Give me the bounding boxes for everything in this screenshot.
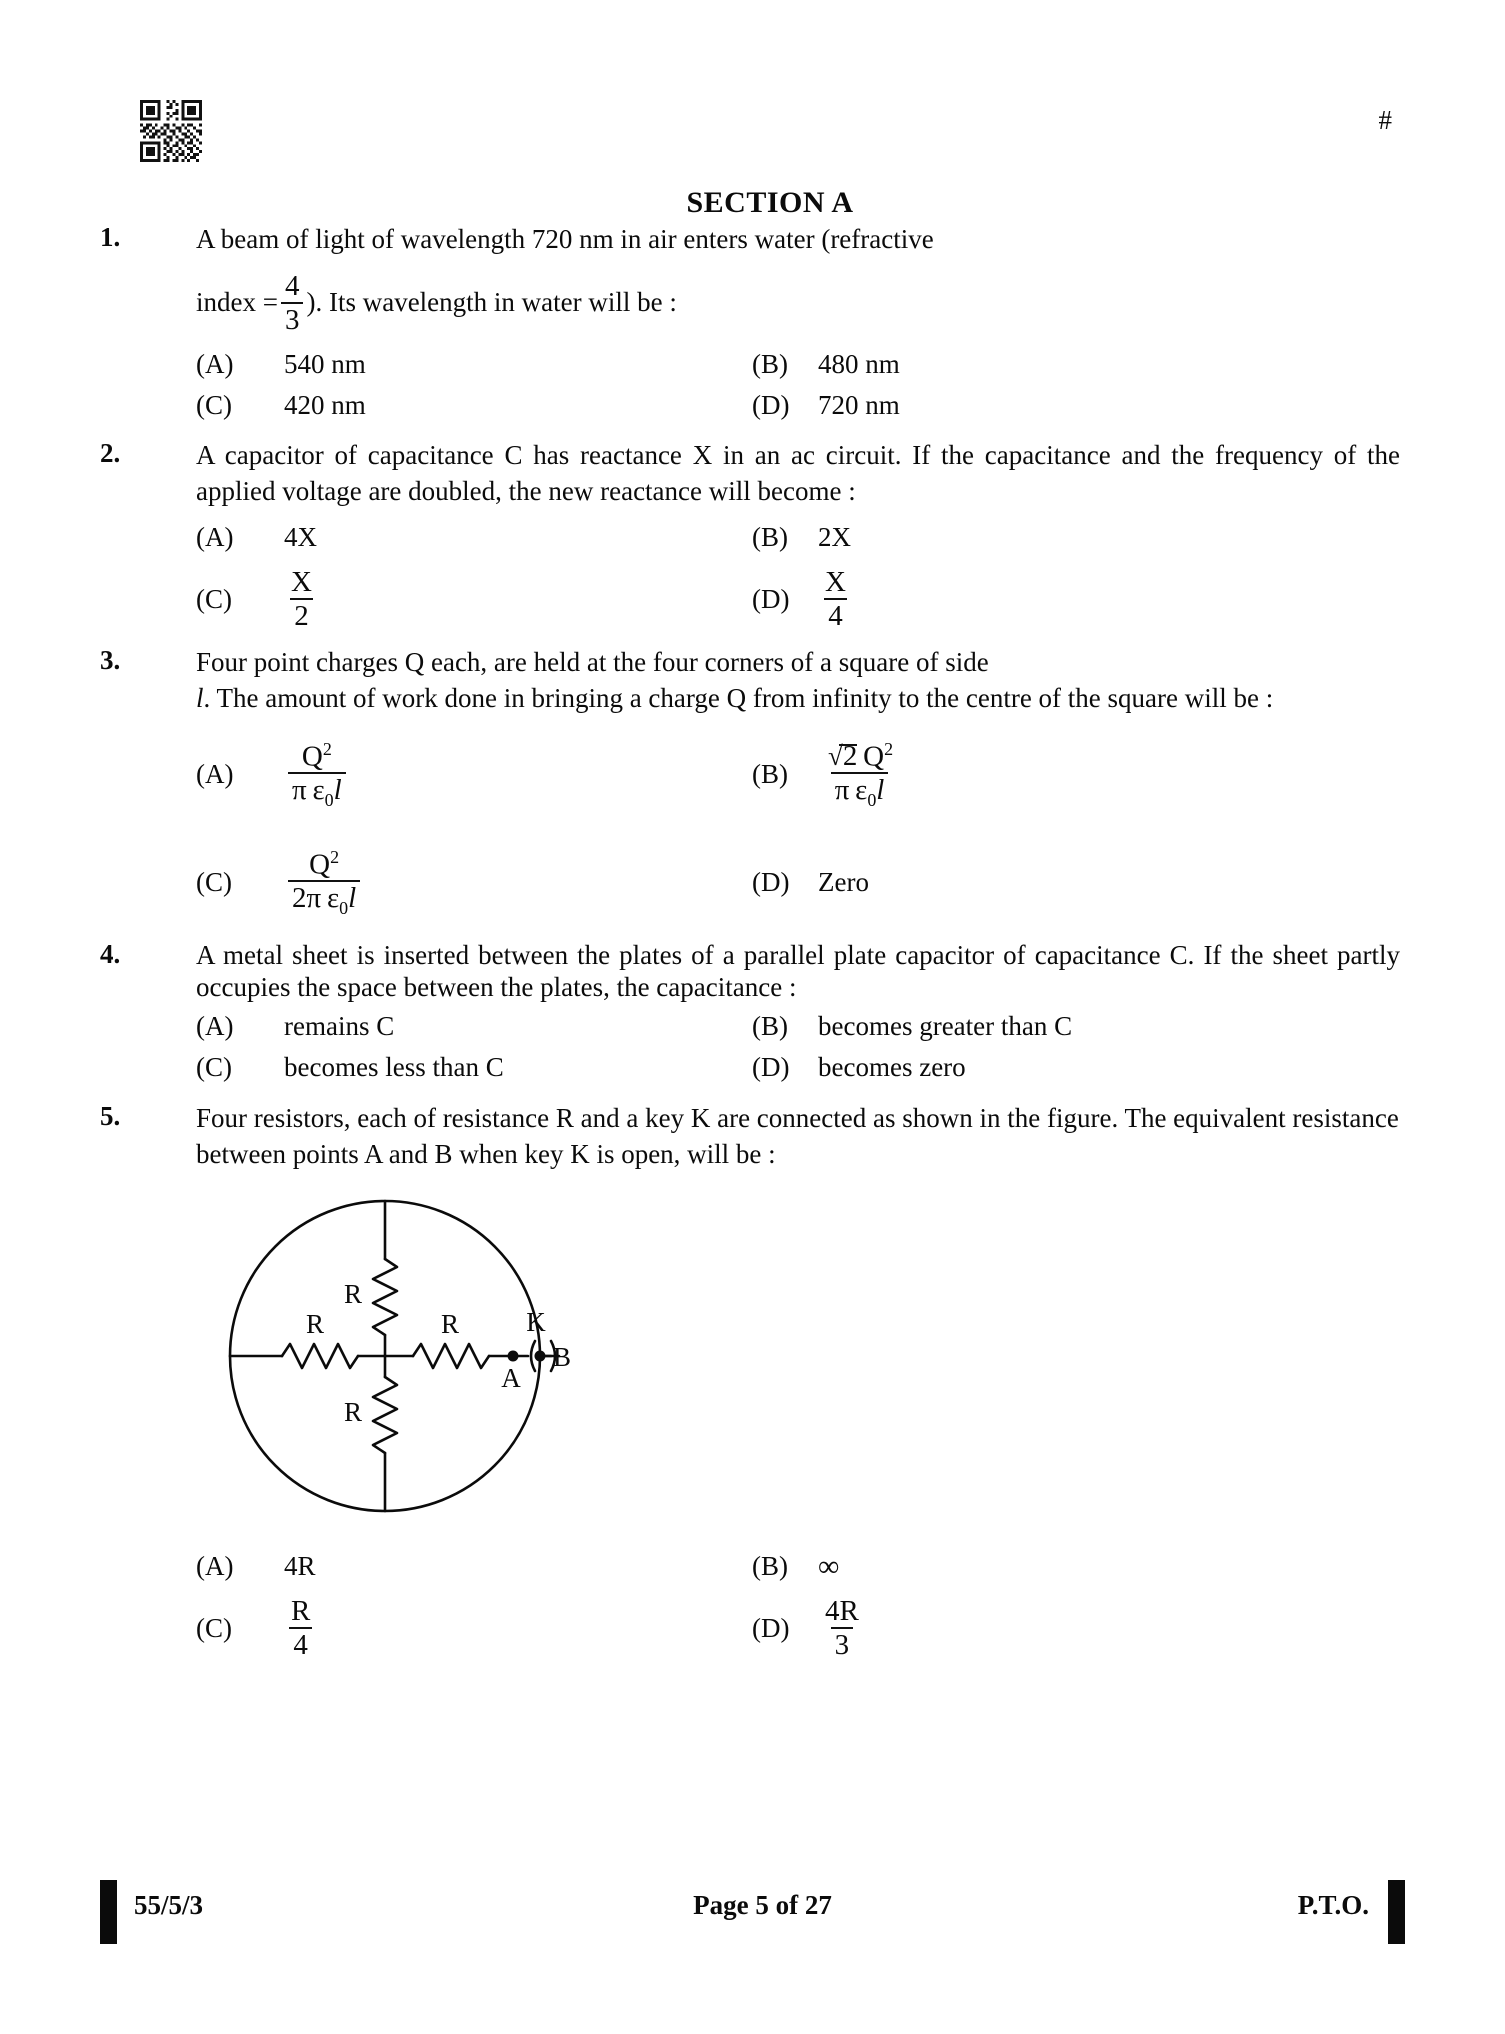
option-label: (A) — [196, 522, 234, 553]
fraction-numerator: X — [825, 565, 846, 598]
fraction-denominator: 3 — [281, 302, 304, 335]
question-text — [196, 222, 1400, 335]
option-c[interactable] — [196, 565, 752, 632]
resistor-top-symbol — [373, 1259, 397, 1335]
resistor-bottom-symbol — [373, 1377, 397, 1453]
option-d[interactable] — [752, 1594, 1312, 1661]
question-line-2 — [196, 269, 1400, 336]
option-row — [196, 345, 1400, 385]
option-row — [196, 727, 1400, 823]
refractive-index-fraction — [281, 269, 304, 336]
label-resistor-bottom: R — [343, 1396, 363, 1427]
question-1-options — [196, 345, 1400, 426]
option-value: becomes zero — [818, 1051, 966, 1082]
question-text: Four resistors, each of resistance R and a key K are connected as shown in the figure. The equivalent resistance between points A and B when key K is open, will be : — [196, 1103, 1399, 1170]
option-b[interactable] — [752, 727, 1312, 823]
option-b[interactable] — [752, 518, 1312, 558]
circuit-diagram — [210, 1181, 630, 1541]
option-c[interactable] — [196, 1594, 752, 1661]
fraction-numerator: 4R — [825, 1594, 859, 1627]
option-a[interactable] — [196, 727, 752, 823]
option-label: (A) — [196, 759, 234, 790]
question-5-options — [196, 1547, 1400, 1660]
option-label: (D) — [752, 1612, 790, 1643]
option-value: Zero — [818, 867, 869, 898]
question-line-2-text: . The amount of work done in bringing a charge Q from infinity to the centre of the square will be : — [203, 682, 1274, 713]
sqrt-icon: √ 2 — [828, 740, 858, 773]
option-fraction — [821, 565, 850, 632]
question-number: 5. — [100, 1101, 121, 1132]
label-node-a: A — [501, 1362, 521, 1393]
option-row — [196, 1006, 1400, 1046]
option-row — [196, 565, 1400, 632]
option-fraction — [822, 740, 897, 809]
paper-code: 55/5/3 — [134, 1890, 204, 1920]
fraction-denominator: π $\varepsilon_0l$ — [288, 772, 346, 809]
label-node-b: B — [552, 1341, 572, 1372]
figure-container — [100, 1181, 1400, 1541]
option-fraction — [287, 565, 316, 632]
label-resistor-right: R — [440, 1308, 460, 1339]
option-a[interactable] — [196, 345, 752, 385]
question-3 — [100, 645, 1400, 717]
question-text: A metal sheet is inserted between the plates of a parallel plate capacitor of capacitance C. If the sheet partly occupies the space between the plates, the capacitance : — [196, 939, 1400, 1003]
index-label: index = — [196, 287, 278, 318]
question-1 — [100, 222, 1400, 335]
option-label: (C) — [196, 1612, 232, 1643]
option-row — [196, 386, 1400, 426]
option-row — [196, 518, 1400, 558]
option-fraction — [288, 848, 360, 917]
question-number: 2. — [100, 437, 121, 468]
option-label: (B) — [752, 1551, 788, 1582]
fraction-numerator: X — [291, 565, 312, 598]
option-label: (A) — [196, 1010, 234, 1041]
question-line-1: Four point charges Q each, are held at the four corners of a square of side — [196, 646, 989, 677]
fraction-numerator: $Q^2$ — [301, 738, 332, 773]
fraction-denominator: 4 — [824, 598, 847, 631]
option-row — [196, 1547, 1400, 1587]
node-a-dot — [508, 1350, 519, 1361]
question-number: 3. — [100, 644, 121, 675]
option-label: (D) — [752, 583, 790, 614]
option-label: (C) — [196, 867, 232, 898]
option-value: 2X — [818, 522, 851, 553]
option-a[interactable] — [196, 1006, 752, 1046]
option-label: (B) — [752, 349, 788, 380]
option-label: (C) — [196, 1051, 232, 1082]
option-fraction — [288, 740, 346, 809]
option-label: (A) — [196, 349, 234, 380]
option-label: (C) — [196, 390, 232, 421]
option-d[interactable] — [752, 1047, 1312, 1087]
question-5 — [100, 1101, 1400, 1172]
option-c[interactable] — [196, 386, 752, 426]
resistor-right-symbol — [413, 1344, 489, 1368]
page-header — [0, 100, 1505, 170]
side-symbol: l — [196, 682, 204, 713]
option-label: (B) — [752, 759, 788, 790]
option-label: (D) — [752, 1051, 790, 1082]
label-resistor-top: R — [343, 1278, 363, 1309]
option-label: (D) — [752, 390, 790, 421]
option-b[interactable] — [752, 1006, 1312, 1046]
question-text — [196, 645, 1400, 717]
question-line-1: A beam of light of wavelength 720 nm in air enters water (refractive — [196, 224, 934, 254]
option-value: becomes less than C — [284, 1051, 504, 1082]
page-footer — [100, 1884, 1405, 1944]
option-row — [196, 1594, 1400, 1661]
question-4 — [100, 939, 1400, 1005]
option-c[interactable] — [196, 1047, 752, 1087]
section-title: SECTION A — [686, 186, 854, 219]
label-key: K — [526, 1306, 546, 1337]
fraction-numerator: 4 — [284, 269, 300, 302]
option-d[interactable] — [752, 565, 1312, 632]
question-number: 4. — [100, 938, 121, 969]
question-line-2-tail: ). Its wavelength in water will be : — [306, 287, 677, 318]
option-label: (A) — [196, 1551, 234, 1582]
option-value: remains C — [284, 1010, 395, 1041]
option-d[interactable] — [752, 835, 1312, 931]
option-a[interactable] — [196, 518, 752, 558]
fraction-denominator: 4 — [289, 1627, 312, 1660]
question-2-options — [196, 518, 1400, 631]
option-row — [196, 1047, 1400, 1087]
question-3-options — [196, 727, 1400, 931]
fraction-denominator: 2π $\varepsilon_0l$ — [288, 880, 360, 917]
option-value: 480 nm — [818, 349, 900, 380]
node-b-dot — [535, 1350, 546, 1361]
option-b[interactable] — [752, 1547, 1312, 1587]
option-fraction — [287, 1594, 314, 1661]
option-c[interactable] — [196, 835, 752, 931]
option-label: (C) — [196, 583, 232, 614]
option-a[interactable] — [196, 1547, 752, 1587]
label-resistor-left: R — [305, 1308, 325, 1339]
question-number: 1. — [100, 222, 121, 252]
question-4-options — [196, 1006, 1400, 1087]
page-number: Page 5 of 27 — [693, 1890, 832, 1920]
option-value: 540 nm — [284, 349, 366, 380]
option-value: 4R — [284, 1551, 316, 1582]
option-row — [196, 835, 1400, 931]
qr-code-icon — [140, 100, 202, 162]
page-mark: # — [1378, 105, 1392, 135]
question-2 — [100, 438, 1400, 510]
option-value: ∞ — [818, 1549, 840, 1583]
fraction-numerator: $Q^2$ — [309, 846, 340, 881]
option-value: 420 nm — [284, 390, 366, 421]
fraction-denominator: π $\varepsilon_0l$ — [831, 772, 889, 809]
pto-label: P.T.O. — [1297, 1890, 1369, 1920]
fraction-denominator: 3 — [831, 1627, 854, 1660]
option-fraction — [821, 1594, 863, 1661]
fraction-numerator: R — [291, 1594, 311, 1627]
option-value: becomes greater than C — [818, 1010, 1073, 1041]
option-value: 4X — [284, 522, 317, 553]
option-label: (D) — [752, 867, 790, 898]
resistor-left-symbol — [282, 1344, 358, 1368]
option-label: (B) — [752, 522, 788, 553]
question-line-2 — [196, 681, 1400, 717]
fraction-numerator: √ 2 $Q^2$ — [828, 738, 894, 773]
question-list — [100, 186, 1400, 1661]
option-d[interactable] — [752, 386, 1312, 426]
fraction-denominator: 2 — [290, 598, 313, 631]
question-text: A capacitor of capacitance C has reactance X in an ac circuit. If the capacitance and the frequency of the applied voltage are doubled, the new reactance will become : — [196, 439, 1400, 506]
option-label: (B) — [752, 1010, 788, 1041]
key-left-contact — [531, 1341, 535, 1371]
option-value: 720 nm — [818, 390, 900, 421]
option-b[interactable] — [752, 345, 1312, 385]
